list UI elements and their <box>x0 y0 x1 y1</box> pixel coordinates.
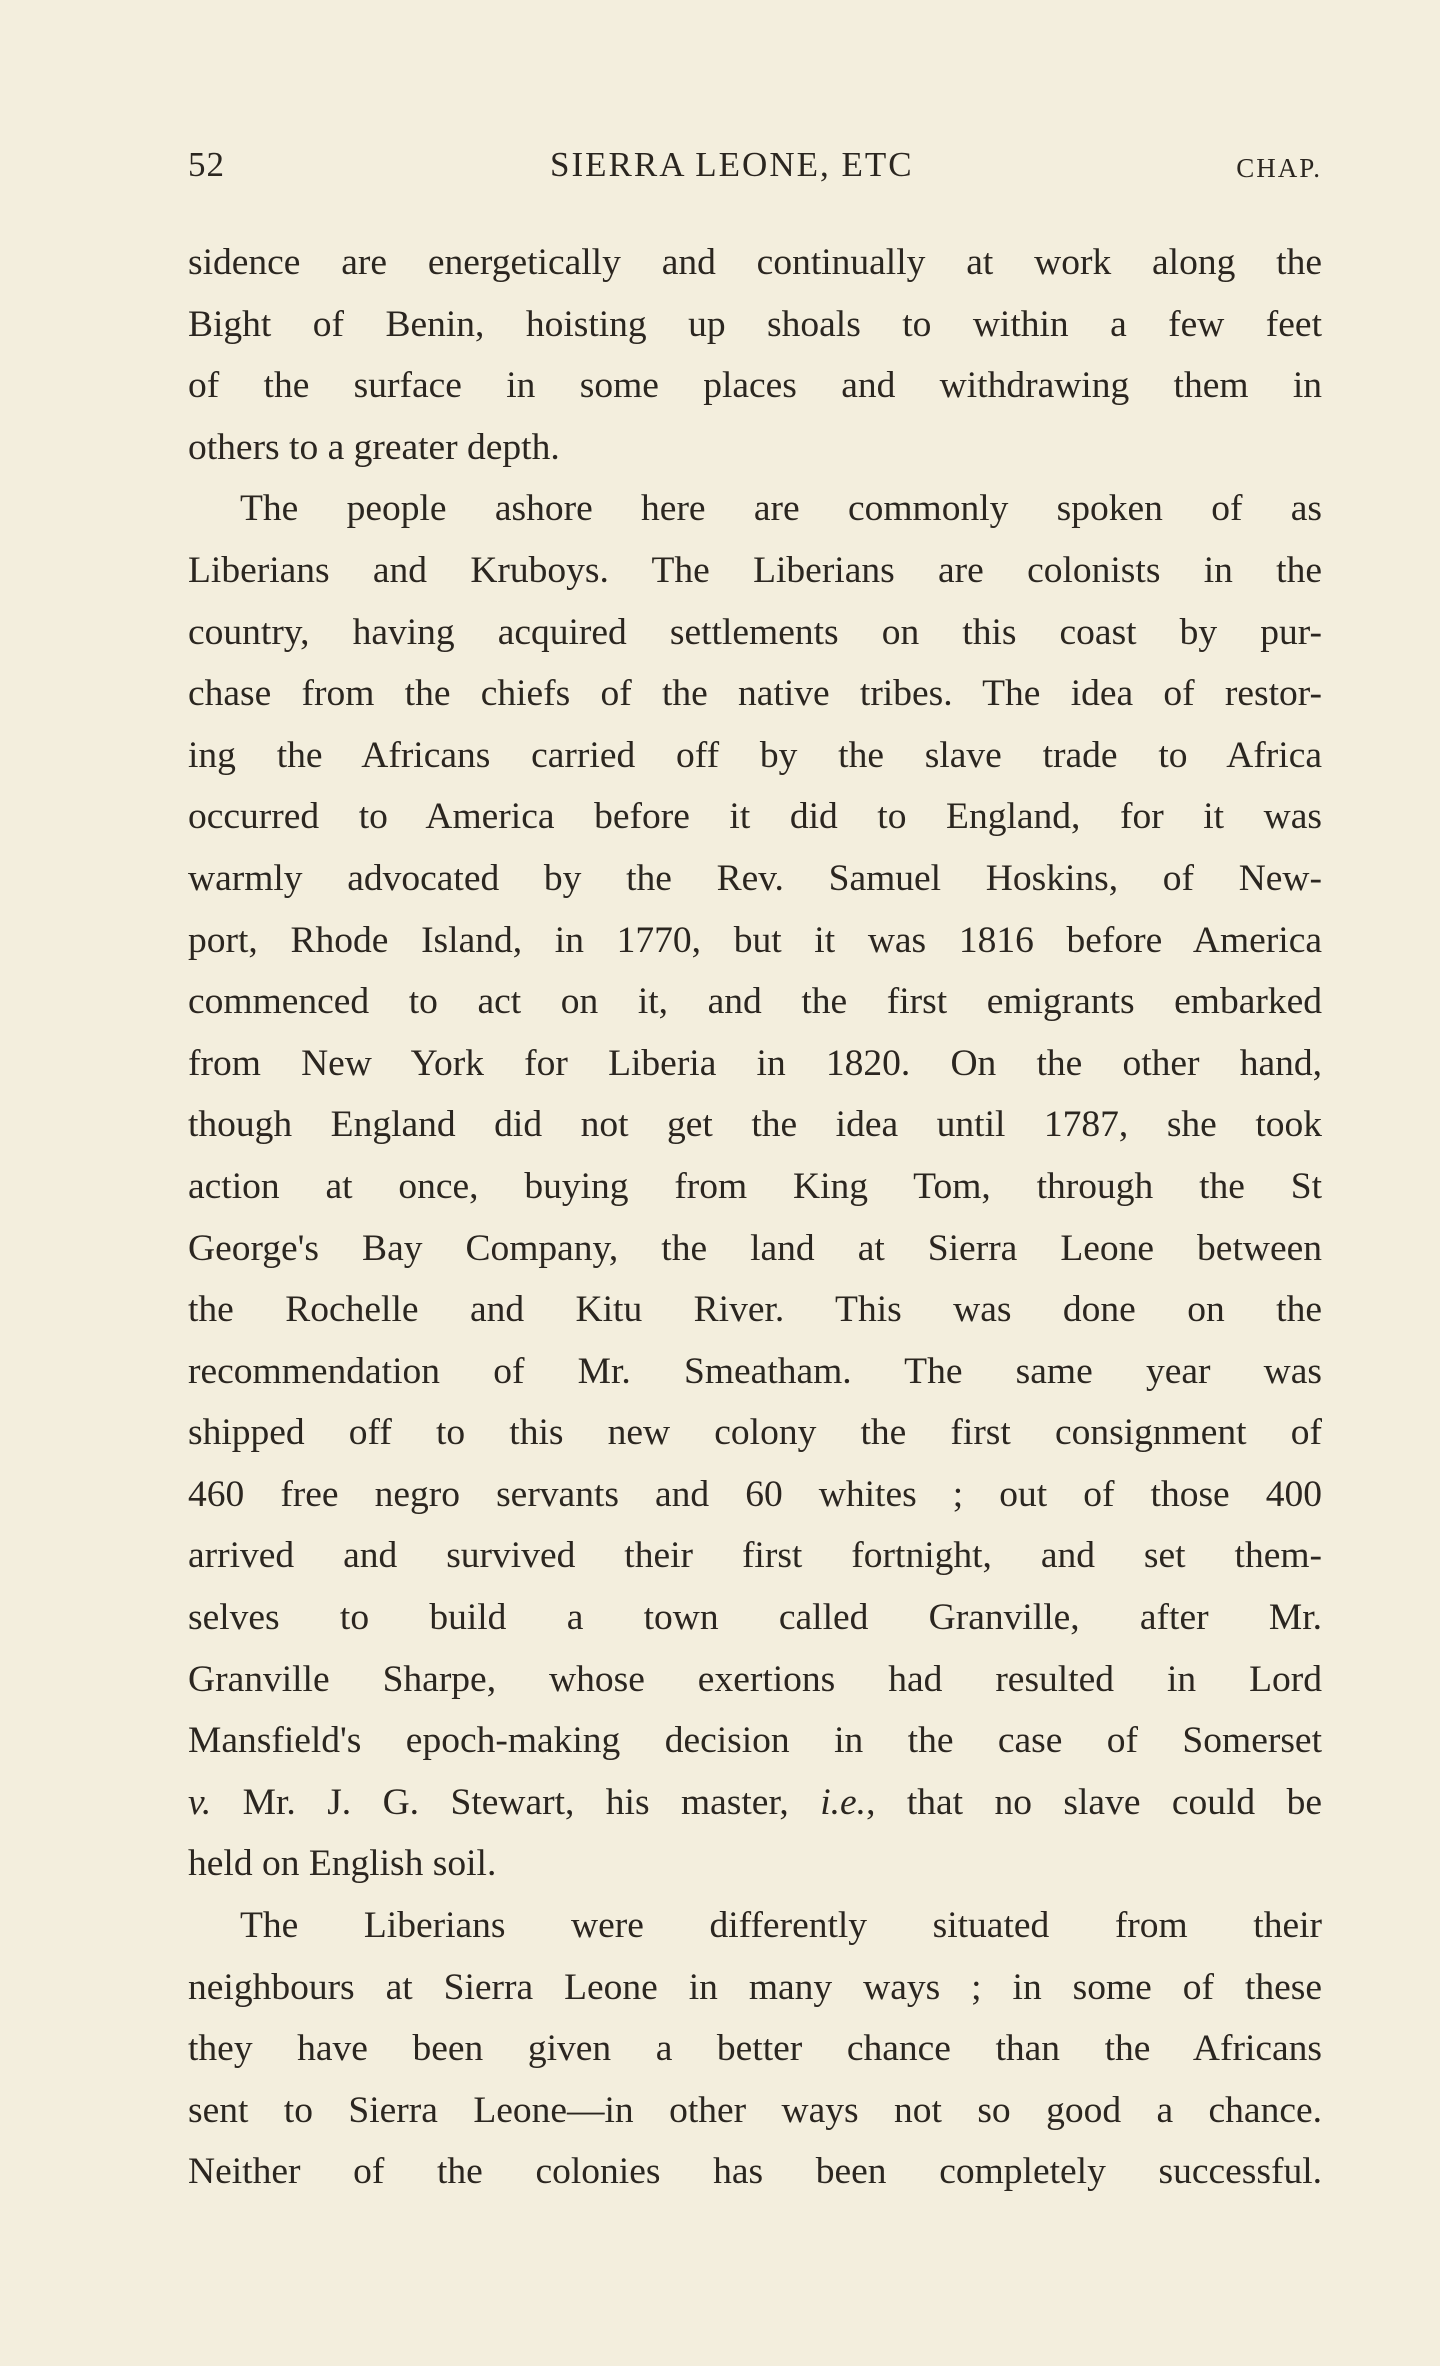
text-line: of the surface in some places and withdrawing them in <box>188 365 1322 407</box>
text-line: arrived and survived their first fortnight, and set them- <box>188 1535 1322 1577</box>
text-line: sidence are energetically and continually at work along the <box>188 242 1322 283</box>
text-line: they have been given a better chance than the Africans <box>188 2028 1322 2070</box>
text-line: ing the Africans carried off by the slave trade to Africa <box>188 734 1322 776</box>
text-line: recommendation of Mr. Smeatham. The same year was <box>188 1350 1322 1392</box>
text-line: Liberians and Kruboys. The Liberians are colonists in the <box>188 549 1322 591</box>
text-line: shipped off to this new colony the first consignment of <box>188 1412 1322 1454</box>
text-line: from New York for Liberia in 1820. On the other hand, <box>188 1042 1322 1084</box>
text-line: 460 free negro servants and 60 whites ; out of those 400 <box>188 1473 1322 1515</box>
text-line: country, having acquired settlements on this coast by pur- <box>188 611 1322 653</box>
text-line: though England did not get the idea until 1787, she took <box>188 1104 1322 1146</box>
text-line: the Rochelle and Kitu River. This was done on the <box>188 1289 1322 1331</box>
running-title: SIERRA LEONE, ETC <box>550 145 914 184</box>
page-number: 52 <box>188 145 225 184</box>
text-line: selves to build a town called Granville, after Mr. <box>188 1597 1322 1639</box>
text-line: occurred to America before it did to England, for it was <box>188 796 1322 838</box>
text-line: Neither of the colonies has been completely successful. <box>188 2151 1322 2193</box>
text-line: others to a greater depth. <box>188 426 560 468</box>
running-head <box>188 145 1322 195</box>
text-line: chase from the chiefs of the native tribes. The idea of restor- <box>188 673 1322 715</box>
body-text <box>188 232 1322 2203</box>
text-line: warmly advocated by the Rev. Samuel Hoskins, of New- <box>188 857 1322 899</box>
text-line: Granville Sharpe, whose exertions had resulted in Lord <box>188 1658 1322 1700</box>
text-line: commenced to act on it, and the first emigrants embarked <box>188 981 1322 1023</box>
text-line: The people ashore here are commonly spoken of as <box>240 488 1322 530</box>
text-line: held on English soil. <box>188 1843 497 1885</box>
text-line: port, Rhode Island, in 1770, but it was 1816 before America <box>188 919 1322 961</box>
text-line: George's Bay Company, the land at Sierra Leone between <box>188 1227 1322 1269</box>
text-line: action at once, buying from King Tom, through the St <box>188 1165 1322 1207</box>
text-line: The Liberians were differently situated from their <box>240 1905 1322 1947</box>
text-line: sent to Sierra Leone—in other ways not so good a chance. <box>188 2089 1322 2131</box>
text-line: Bight of Benin, hoisting up shoals to within a few feet <box>188 303 1322 345</box>
text-line: Mansfield's epoch-making decision in the case of Somerset <box>188 1720 1322 1762</box>
text-line: v. Mr. J. G. Stewart, his master, i.e., that no slave could be <box>188 1781 1322 1823</box>
chapter-label: CHAP. <box>1236 153 1322 183</box>
text-line: neighbours at Sierra Leone in many ways ; in some of these <box>188 1966 1322 2008</box>
